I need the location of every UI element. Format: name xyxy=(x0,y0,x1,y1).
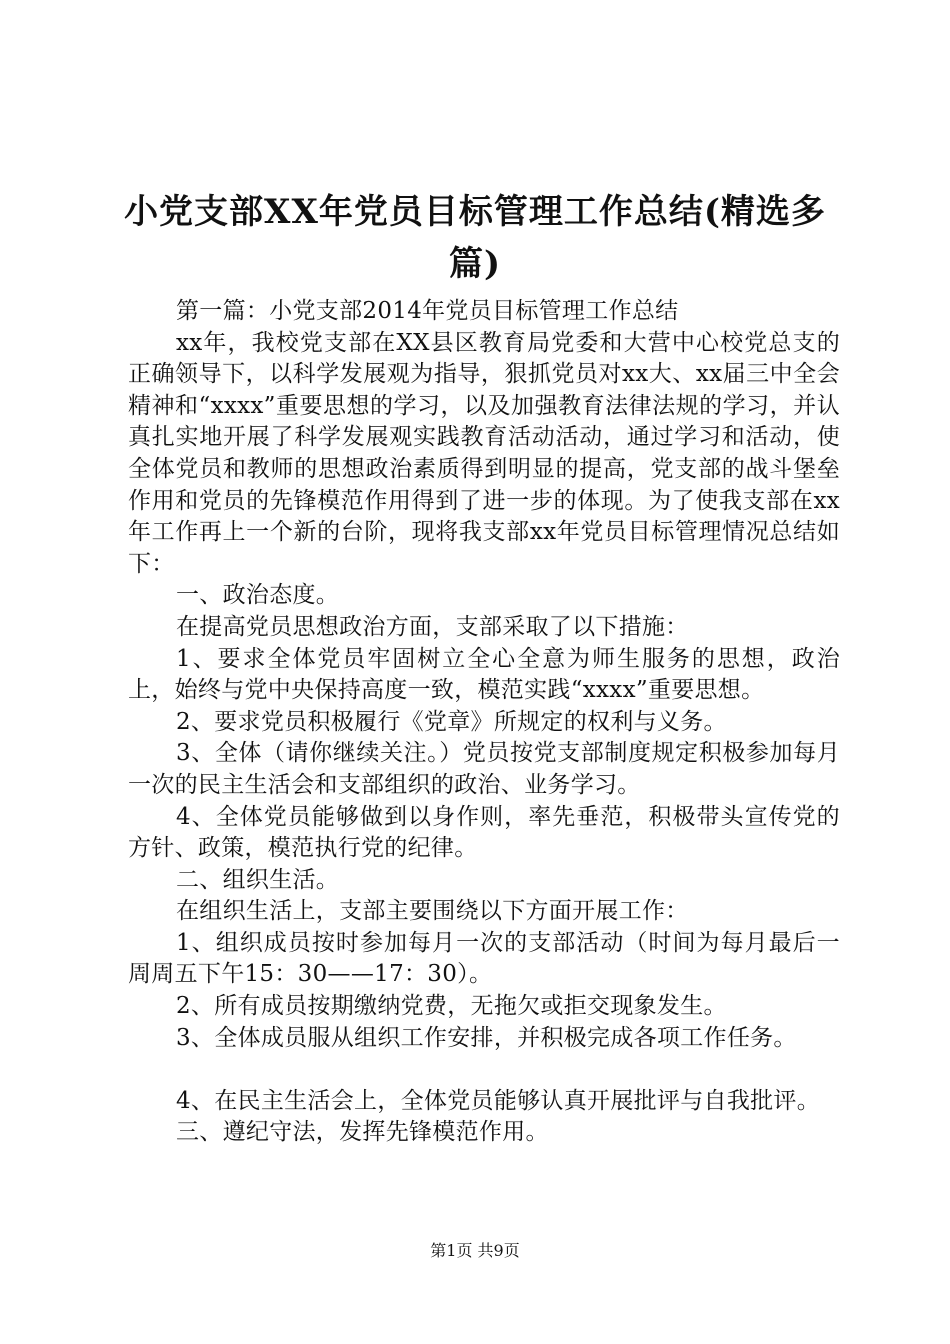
body-paragraph: 在组织生活上，支部主要围绕以下方面开展工作： xyxy=(176,898,689,925)
list-item: 1、组织成员按时参加每月一次的支部活动（时间为每月最后一周周五下午15：30——17：30）。 xyxy=(128,929,840,988)
list-item: 3、全体成员服从组织工作安排，并积极完成各项工作任务。 xyxy=(176,1024,797,1051)
body-paragraph: 在提高党员思想政治方面，支部采取了以下措施： xyxy=(176,613,689,640)
document-body xyxy=(128,296,840,1149)
section-heading: 三、遵纪守法，发挥先锋模范作用。 xyxy=(176,1119,549,1146)
list-item: 2、要求党员积极履行《党章》所规定的权利与义务。 xyxy=(176,708,727,735)
body-paragraph: xx年，我校党支部在XX县区教育局党委和大营中心校党总支的正确领导下，以科学发展观为指导，狠抓党员对xx大、xx届三中全会精神和“xxxx”重要思想的学习，以及加强教育法律法规的学习，并认真扎实地开展了科学发展观实践教育活动活动，通过学习和活动，使全体党员和教师的思想政治素质得到明显的提高，党支部的战斗堡垒作用和党员的先锋模范作用得到了进一步的体现。为了使我支部在xx年工作再上一个新的台阶，现将我支部xx年党员目标管理情况总结如下： xyxy=(128,329,840,577)
list-item: 4、全体党员能够做到以身作则，率先垂范，积极带头宣传党的方针、政策，模范执行党的纪律。 xyxy=(128,803,840,862)
list-item: 4、在民主生活会上，全体党员能够认真开展批评与自我批评。 xyxy=(176,1087,821,1114)
list-item: 1、要求全体党员牢固树立全心全意为师生服务的思想，政治上，始终与党中央保持高度一致，模范实践“xxxx”重要思想。 xyxy=(128,645,840,704)
list-item: 2、所有成员按期缴纳党费，无拖欠或拒交现象发生。 xyxy=(176,993,727,1020)
list-item: 3、全体（请你继续关注。）党员按党支部制度规定积极参加每月一次的民主生活会和支部组织的政治、业务学习。 xyxy=(128,740,840,798)
section-heading: 第一篇：小党支部2014年党员目标管理工作总结 xyxy=(176,298,679,324)
section-heading: 二、组织生活。 xyxy=(176,866,340,893)
section-heading: 一、政治态度。 xyxy=(176,582,340,609)
document-title: 小党支部XX年党员目标管理工作总结(精选多篇) xyxy=(124,192,826,284)
page-footer: 第1页 共9页 xyxy=(430,1241,520,1260)
